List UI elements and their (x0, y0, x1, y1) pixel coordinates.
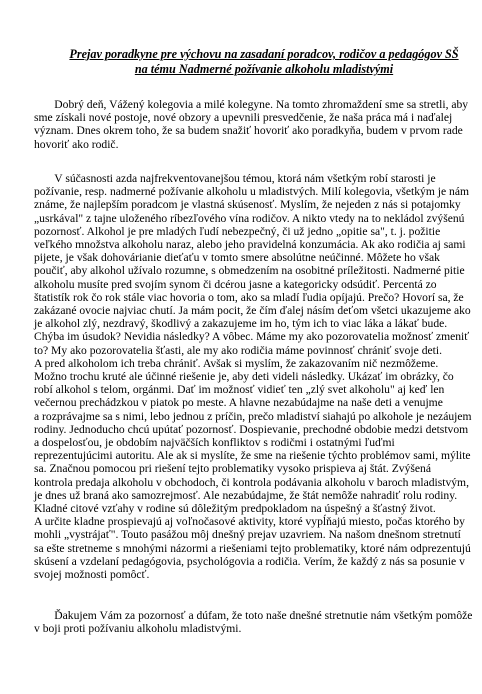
paragraph-2-line: a rozprávajme sa s nimi, lebo jednou z príčin, prečo mladiství siahajú po alkohole je nezáujem (34, 409, 472, 423)
paragraph-2-line: je dnes už braná ako samozrejmosť. Ale nezabúdajme, že štát nemôže nahradiť rolu rodiny. (34, 488, 458, 502)
paragraph-3-line: v boji proti požívaniu alkoholu mladistvými. (34, 622, 242, 636)
paragraph-2-line: rodiny. Jednoducho chcú upútať pozornosť. Dospievanie, prechodné obdobie medzi detstvom (34, 422, 469, 436)
paragraph-2-line: kontrola predaja alkoholu v obchodoch, či kontrola podávania alkoholu v baroch mladistvým, (34, 475, 469, 489)
paragraph-2-line: je alkohol zlý, nezdravý, škodlivý a zakazujeme im ho, tým ich to viac láka a lákať bude. (34, 317, 448, 331)
paragraph-2-line: A určite kladne prospievajú aj voľnočasové aktivity, ktoré vypĺňajú miesto, počas ktorého by (34, 515, 465, 529)
paragraph-2-line: a dospelosťou, je obdobím najväčších konfliktov s rodičmi i ostatnými ľuďmi (34, 436, 395, 449)
paragraph-2-line: poučiť, aby alkohol užívalo rozumne, s obmedzením na osobitné príležitosti. Nadmerné pitie (34, 264, 465, 278)
paragraph-2-line: mohli „vystrájať". Touto pasážou môj dnešný prejav uzavriem. Na našom dnešnom stretnutí (34, 528, 461, 542)
title-line-2: na tému Nadmerné požívanie alkoholu mladistvými (134, 62, 394, 76)
paragraph-2-line: Kladné citové vzťahy v rodine sú dôležitým predpokladom na úspešný a šťastný život. (34, 502, 436, 515)
paragraph-2-line: skúsení a vzdelaní pedagógovia, psychológovia a rodičia. Verím, že každý z nás sa posunie v (34, 554, 465, 568)
paragraph-2-line: Chýba im úsudok? Nevidia následky? A vôbec. Máme my ako pozorovatelia možnosť zmeniť (34, 330, 470, 344)
paragraph-2-line: štatistík rok čo rok stále viac hovoria o tom, ako sa mladí ľudia opíjajú. Prečo? Hovorí sa, že (34, 290, 464, 304)
paragraph-3-line: Ďakujem Vám za pozornosť a dúfam, že toto naše dnešné stretnutie nám všetkým pomôže (34, 609, 473, 622)
paragraph-2-line: známe, že najlepším poradcom je vlastná skúsenosť. Myslím, že nejeden z nás si potajomky (34, 198, 461, 212)
paragraph-1-line: hovoriť ako rodič. (34, 137, 119, 151)
paragraph-2-line: alkoholu musíte pred svojím synom či dcérou jasne a kategoricky odsúdiť. Percentá zo (34, 277, 437, 291)
paragraph-2-line: pozornosť. Alkohol je pre mladých ľudí nebezpečný, či už jedno „opitie sa", t. j. požitie (34, 224, 441, 238)
paragraph-2-line: robí alkohol s telom, orgánmi. Dať im možnosť vidieť ten „zlý svet alkoholu" aj keď len (34, 383, 445, 397)
paragraph-2-line: to? My ako pozorovatelia šťasti, ale my ako rodičia máme povinnosť chrániť svoje deti. (34, 343, 442, 357)
paragraph-2-line: Možno trochu kruté ale účinné riešenie je, aby deti videli následky. Ukázať im obrázky, čo (34, 370, 454, 383)
paragraph-1-line: Dobrý deň, Vážený kolegovia a milé kolegyne. Na tomto zhromaždení sme sa stretli, aby (34, 98, 469, 111)
title-line-1: Prejav poradkyne pre výchovu na zasadaní poradcov, rodičov a pedagógov SŠ (69, 47, 459, 61)
paragraph-2-line: večernou prechádzkou v piatok po meste. A hlavne nezabúdajme na naše deti a venujme (34, 396, 443, 410)
document-title (34, 47, 482, 77)
paragraph-2-line: požívanie, resp. nadmerné požívanie alkoholu u mladistvých. Milí kolegovia, všetkým je nám (34, 185, 469, 199)
paragraph-2-line: „usrkával" z tajne uloženého ríbezľového vína rodičov. A nikto vtedy na to nekládol zvýšenú (34, 211, 465, 225)
paragraph-1-line: význam. Dnes okrem toho, že sa budem snažiť hovoriť ako poradkyňa, budem v prvom rade (34, 124, 463, 138)
paragraph-2-line: veľkého množstva alkoholu naraz, alebo jeho pravidelná konzumácia. Ak ako rodičia aj sami (34, 238, 466, 251)
paragraph-1-line: sme získali nové postoje, nové obzory a upevnili presvedčenie, že naša práca má i naďalej (34, 111, 453, 125)
paragraph-2-line: sa. Značnou pomocou pri riešení tejto problematiky vysoko prispieva aj štát. Zvýšená (34, 462, 431, 476)
paragraph-2-line: reprezentujúcimi autoritu. Ale ak si myslíte, že sme na riešenie týchto problémov sami, mýlite (34, 449, 471, 463)
paragraph-2-line: V súčasnosti azda najfrekventovanejšou témou, ktorá nám všetkým robí starosti je (34, 172, 436, 185)
paragraph-2-line: svojej možnosti pomôcť. (34, 568, 150, 581)
paragraph-2-line: A pred alkoholom ich treba chrániť. Avšak si myslím, že zakazovaním nič nezmôžeme. (34, 356, 439, 370)
paragraph-2-line: zakázané ovocie najviac chutí. Ja mám pocit, že čím ďalej násím deťom všetci ukazujeme ako (34, 304, 471, 317)
paragraph-2-line: pijete, je však dohovárianie dieťaťu v tomto smere absolútne neúčinné. Môžete ho však (34, 251, 440, 265)
paragraph-2-line: sa ešte stretneme s mnohými názormi a riešeniami tejto problematiky, ktoré nám odprezentujú (34, 541, 471, 555)
